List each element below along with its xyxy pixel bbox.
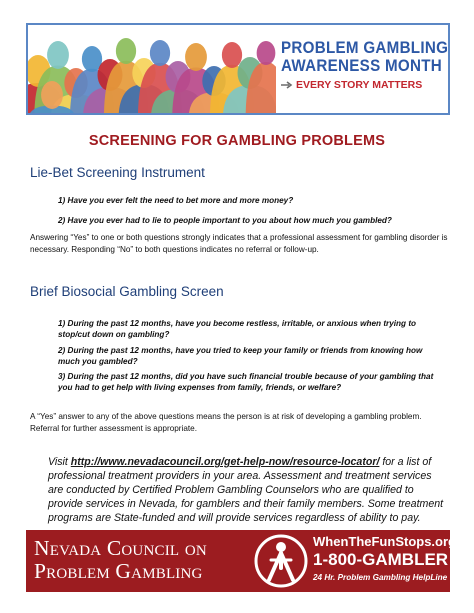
biosocial-note: A “Yes” answer to any of the above questions means the person is at risk of developing a gambling problem. Referral for further assessment is appropriate. bbox=[30, 412, 422, 433]
org-name-line1: Nevada Council on bbox=[34, 536, 207, 560]
banner-tagline bbox=[281, 79, 447, 91]
visit-suffix: for a list of professional treatment providers in your area. Assessment and treatment services are conducted by Certified Problem Gambling Counselors who are qualified to provide services in Nevada, for gamblers and their family members. Some treatment programs are State-funded and will provide services regardless of ability to pay. bbox=[48, 456, 444, 524]
resource-paragraph bbox=[48, 455, 444, 525]
footer-phone[interactable]: 1-800-GAMBLER bbox=[313, 550, 449, 569]
footer-website[interactable]: WhenTheFunStops.org bbox=[313, 534, 456, 549]
header-banner bbox=[26, 23, 450, 115]
org-name-line2: Problem Gambling bbox=[34, 559, 203, 583]
people-silhouettes-graphic bbox=[28, 25, 276, 115]
banner-title-line2: AWARENESS MONTH bbox=[281, 57, 443, 75]
footer-helpline: 24 Hr. Problem Gambling HelpLine bbox=[313, 573, 448, 582]
visit-prefix: Visit bbox=[48, 456, 71, 468]
page-title: SCREENING FOR GAMBLING PROBLEMS bbox=[88, 133, 386, 149]
org-name bbox=[34, 537, 207, 583]
lie-bet-question-1: 1) Have you ever felt the need to bet more and more money? bbox=[58, 196, 294, 205]
banner-title-line1: PROBLEM GAMBLING bbox=[281, 39, 449, 57]
biosocial-heading: Brief Biosocial Gambling Screen bbox=[30, 284, 224, 299]
footer-bar bbox=[26, 530, 456, 592]
biosocial-question-2: 2) During the past 12 months, have you tried to keep your family or friends from knowing how much you gambled? bbox=[58, 346, 423, 366]
lie-bet-note: Answering “Yes” to one or both questions strongly indicates that a professional assessment for gambling disorder is necessary. Responding “No” to both questions indicates no referral or follow-up. bbox=[30, 233, 448, 254]
biosocial-question-1: 1) During the past 12 months, have you become restless, irritable, or anxious when trying to stop/cut down on gambling? bbox=[58, 319, 417, 339]
tagline-text: EVERY STORY MATTERS bbox=[296, 79, 423, 91]
lie-bet-question-2: 2) Have you ever had to lie to people important to you about how much you gambled? bbox=[58, 216, 392, 225]
arrow-right-icon bbox=[281, 81, 293, 89]
lie-bet-heading: Lie-Bet Screening Instrument bbox=[30, 165, 205, 180]
person-circle-logo-icon bbox=[254, 534, 308, 588]
resource-locator-link[interactable]: http://www.nevadacouncil.org/get-help-now/resource-locator/ bbox=[70, 456, 380, 468]
footer-contact bbox=[313, 534, 456, 584]
biosocial-question-3: 3) During the past 12 months, did you have such financial trouble because of your gambling that you had to get help with living expenses from family, friends, or welfare? bbox=[58, 372, 434, 392]
banner-text bbox=[281, 39, 447, 91]
